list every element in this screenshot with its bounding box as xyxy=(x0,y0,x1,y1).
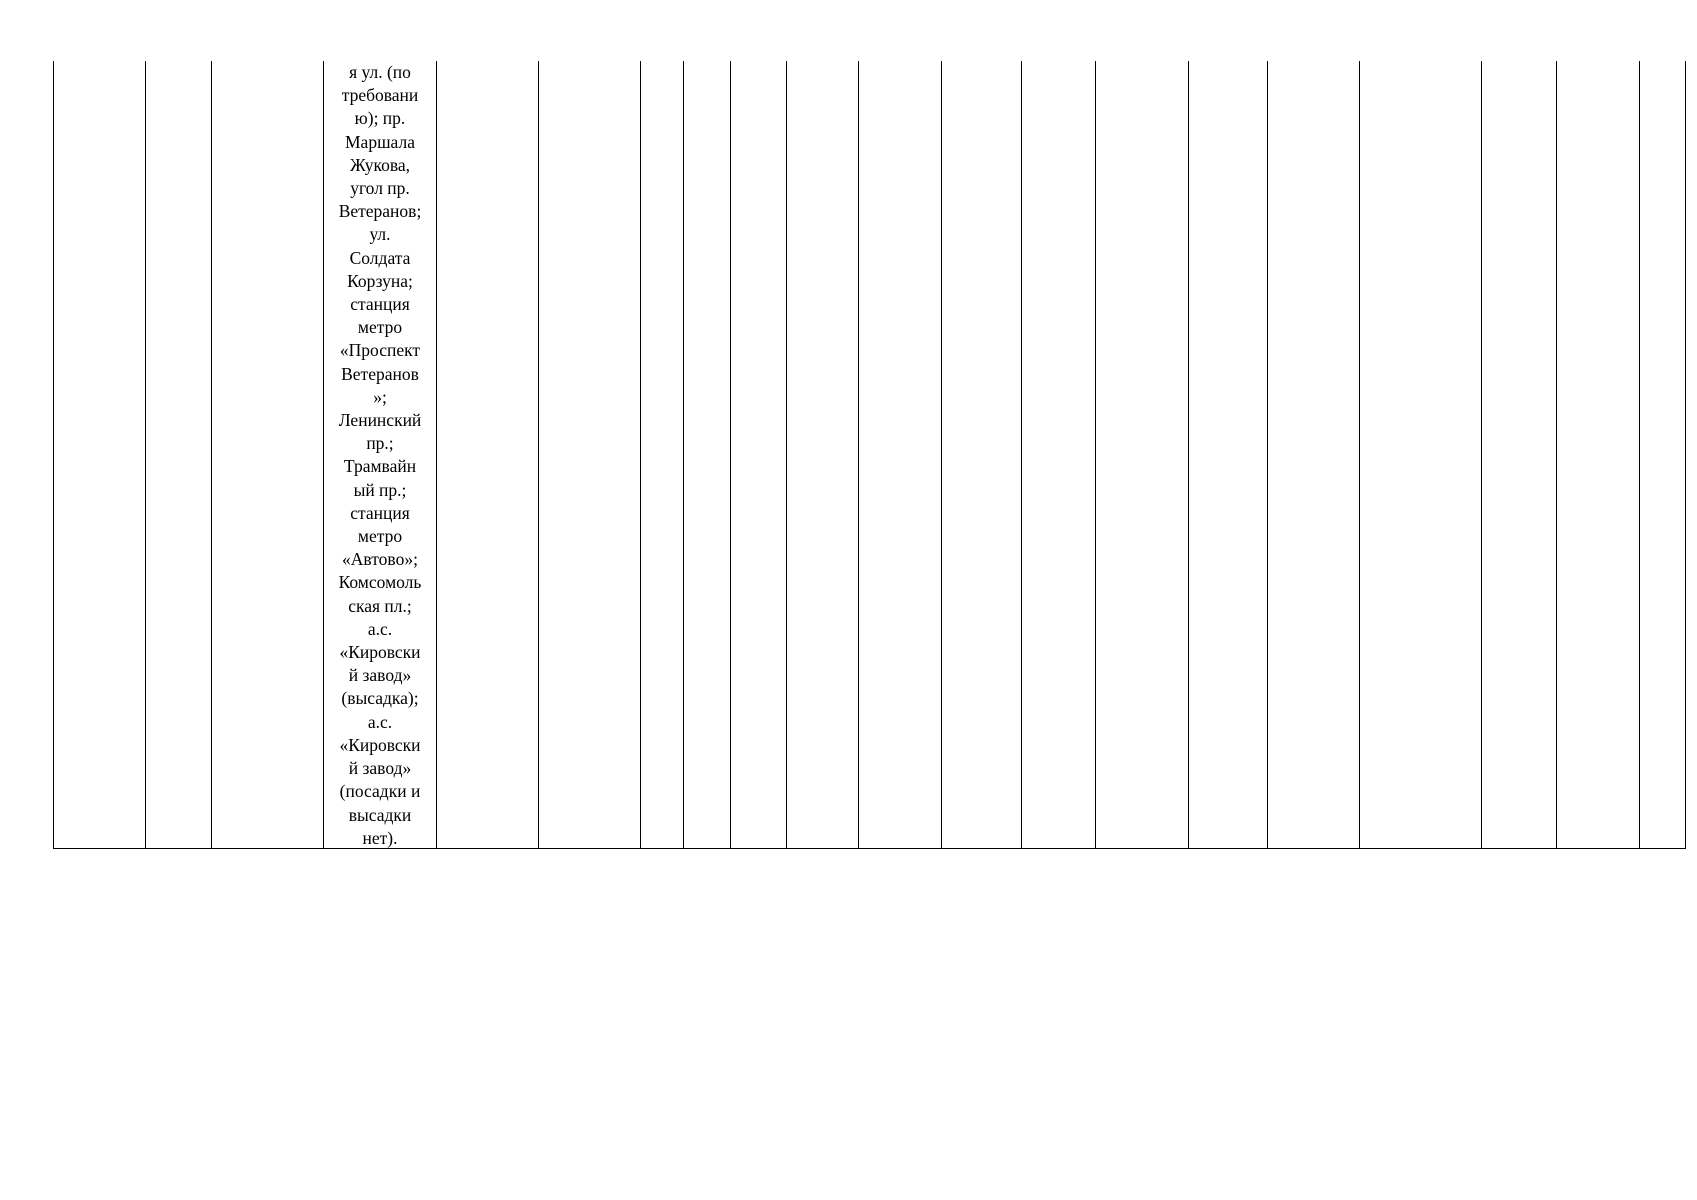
route-stops-cell: я ул. (по требовани ю); пр. Маршала Жукова, угол пр. Ветеранов; ул. Солдата Корзуна; станция метро «Проспект Ветеранов »; Ленинский пр.; Трамвайн ый пр.; станция метро «Автово»; Комсомоль ская пл.; а.с. «Кировски й завод» (высадка); а.с. «Кировски й завод» (посадки и высадки нет). xyxy=(338,62,422,848)
table-column-border xyxy=(1267,61,1268,848)
table-column-border xyxy=(858,61,859,848)
table-column-border xyxy=(1021,61,1022,848)
route-table xyxy=(53,61,1686,848)
table-column-border xyxy=(1481,61,1482,848)
table-column-border xyxy=(640,61,641,848)
table-column-border xyxy=(941,61,942,848)
table-column-border xyxy=(53,61,54,848)
table-column-border xyxy=(1639,61,1640,848)
table-column-border xyxy=(211,61,212,848)
table-column-border xyxy=(538,61,539,848)
table-bottom-border xyxy=(53,848,1686,849)
table-column-border xyxy=(683,61,684,848)
table-column-border xyxy=(1556,61,1557,848)
table-column-border xyxy=(1685,61,1686,848)
table-column-border xyxy=(1188,61,1189,848)
table-column-border xyxy=(436,61,437,848)
table-column-border xyxy=(145,61,146,848)
table-column-border xyxy=(1095,61,1096,848)
table-column-border xyxy=(1359,61,1360,848)
table-column-border xyxy=(786,61,787,848)
table-column-border xyxy=(730,61,731,848)
